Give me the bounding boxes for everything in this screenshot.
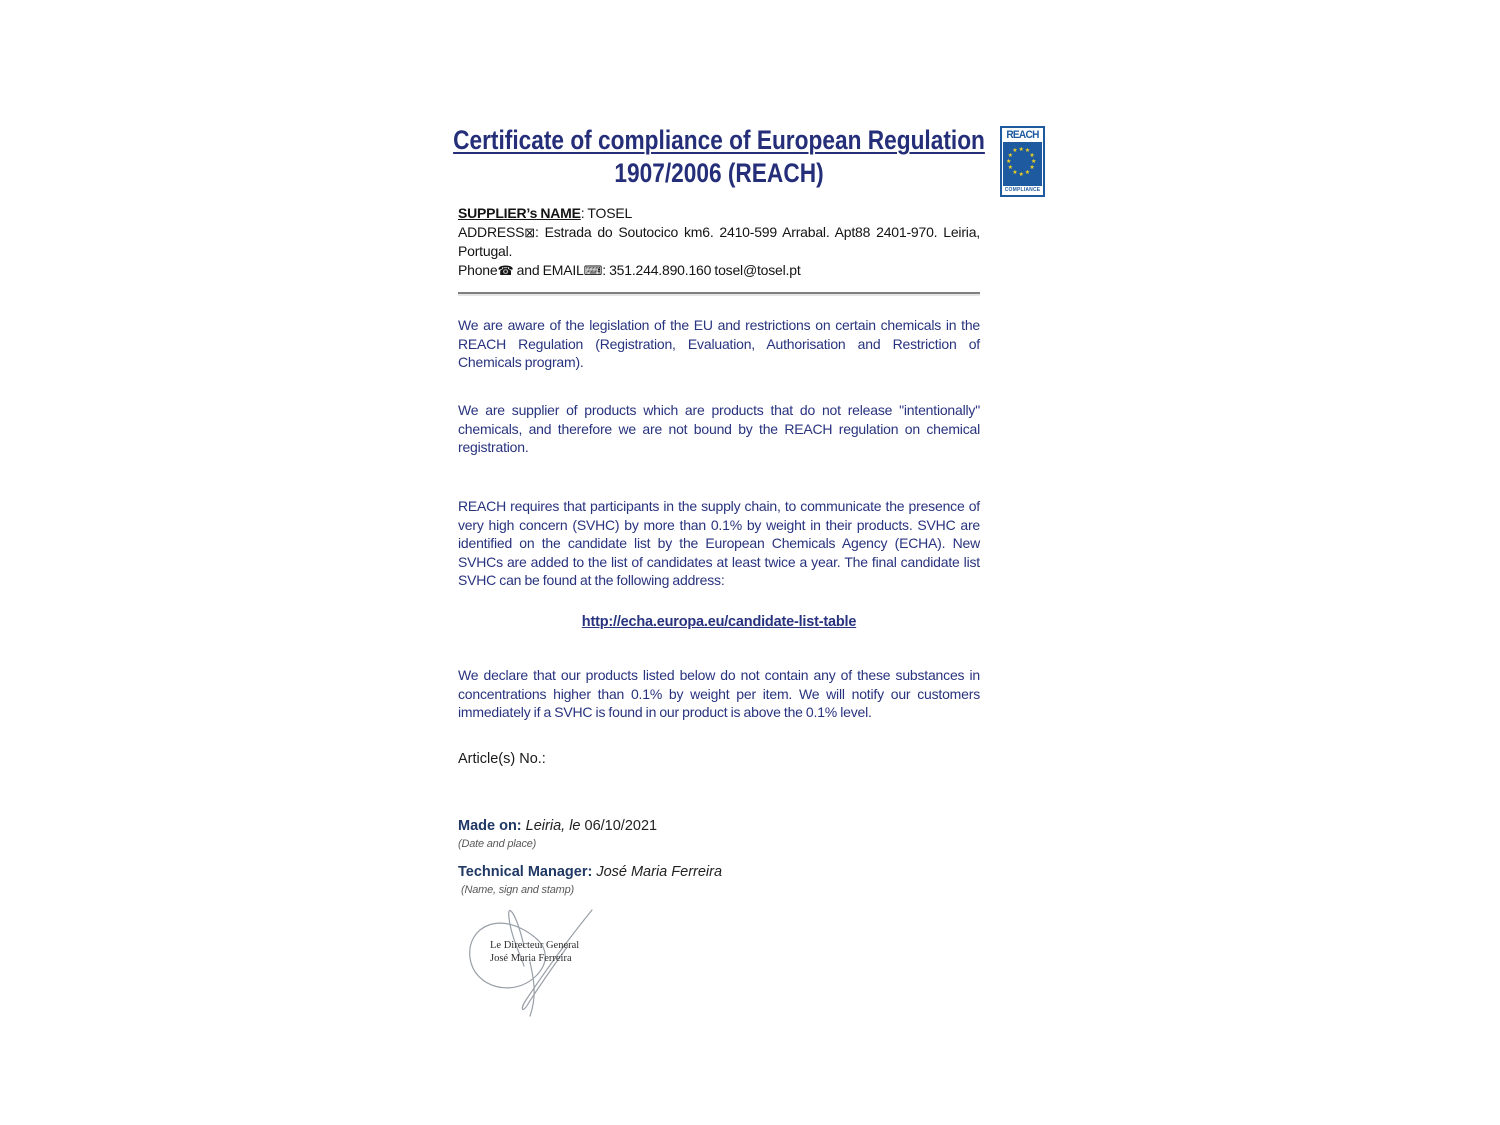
made-on-place: Leiria, le [521, 818, 581, 834]
eu-star-icon: ★ [1029, 152, 1035, 159]
candidate-list-link-row [458, 613, 980, 631]
name-sign-stamp-note: (Name, sign and stamp) [461, 884, 574, 896]
eu-star-icon: ★ [1007, 152, 1014, 159]
address-label: ADDRESS [458, 223, 525, 240]
envelope-icon: ⊠ [524, 224, 535, 240]
supplier-address-line [458, 223, 980, 261]
eu-stars [1003, 142, 1042, 186]
signature-text-line1: Le Directeur General [490, 940, 580, 951]
made-on-line [458, 818, 980, 834]
paragraph-supplier-status: We are supplier of products which are products that do not release "intentionally" chemicals, and therefore we are not bound by the REACH regulation on chemical registration. [458, 402, 980, 455]
horizontal-divider [458, 292, 980, 294]
technical-manager-name: José Maria Ferreira [592, 864, 723, 880]
reach-compliance-logo [1000, 126, 1045, 197]
eu-star-icon: ★ [1018, 146, 1024, 153]
technical-manager-line [458, 864, 980, 880]
paragraph-declaration: We declare that our products listed below do not contain any of these substances in concentrations higher than 0.1% by weight per item. We will notify our customers immediately if a SVHC is found in our product is above the 0.1% level. [458, 667, 980, 720]
page-title-line2: 1907/2006 (REACH) [614, 158, 824, 188]
certificate-page [453, 0, 985, 1125]
reach-logo-text: REACH [1006, 129, 1039, 141]
supplier-name-label: SUPPLIER’s NAME [458, 205, 581, 221]
date-place-note: (Date and place) [458, 838, 537, 850]
signature-text-line2: José Maria Ferreira [490, 952, 572, 964]
made-on-date: 06/10/2021 [580, 818, 658, 834]
eu-star-icon: ★ [1012, 148, 1018, 155]
address-value: : Estrada do Soutocico km6. 2410-599 Arrabal. Apt88 2401-970. Leiria, Portugal. [458, 223, 980, 260]
article-number-label: Article(s) No.: [458, 751, 546, 767]
email-label: and EMAIL [513, 262, 584, 279]
paragraph-awareness: We are aware of the legislation of the EU and restrictions on certain chemicals in the REACH Regulation (Registration, Evaluation, Authorisation and Restriction of Chemicals program). [458, 317, 980, 370]
phone-icon: ☎ [497, 263, 514, 279]
page-title-line1: Certificate of compliance of European Regulation [453, 125, 985, 155]
paragraph-svhc-requirements: REACH requires that participants in the supply chain, to communicate the presence of very high concern (SVHC) by more than 0.1% by weight in their products. SVHC are identified on the candidate list by the European Chemicals Agency (ECHA). New SVHCs are added to the list of candidates at least twice a year. The final candidate list SVHC can be found at the following address: [458, 498, 980, 588]
technical-manager-label: Technical Manager: [458, 864, 593, 880]
signature-text [490, 940, 579, 965]
made-on-label: Made on: [458, 818, 522, 834]
phone-email-value: : 351.244.890.160 tosel@tosel.pt [602, 262, 801, 279]
supplier-block [458, 204, 980, 281]
eu-star-icon: ★ [1012, 169, 1018, 176]
supplier-phone-line [458, 261, 980, 281]
supplier-name-value: : TOSEL [580, 205, 633, 221]
candidate-list-link[interactable]: http://echa.europa.eu/candidate-list-table [581, 614, 857, 630]
eu-star-icon: ★ [1029, 165, 1035, 172]
computer-icon: ⌨ [583, 263, 603, 279]
eu-star-icon: ★ [1007, 165, 1014, 172]
page-title [449, 124, 988, 190]
eu-star-icon: ★ [1024, 169, 1031, 176]
eu-star-icon: ★ [1024, 148, 1031, 155]
compliance-logo-text: COMPLIANCE [1004, 187, 1041, 193]
phone-label: Phone [458, 262, 498, 279]
eu-star-icon: ★ [1031, 159, 1037, 165]
eu-star-icon: ★ [1006, 159, 1012, 165]
signature-block [460, 900, 650, 1025]
supplier-name-line [458, 204, 980, 223]
eu-star-icon: ★ [1018, 171, 1024, 178]
